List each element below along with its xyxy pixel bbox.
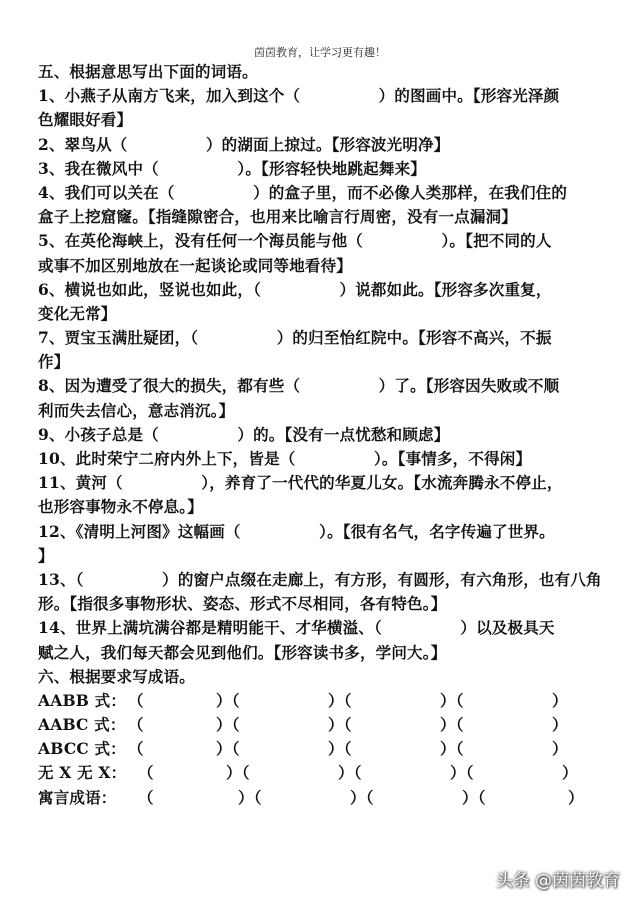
- idiom-blank[interactable]: （: [138, 787, 154, 807]
- idiom-blank[interactable]: ）（: [328, 690, 352, 710]
- idiom-blank[interactable]: ）（: [216, 739, 240, 759]
- idiom-row-label: ABCC 式：: [38, 739, 126, 759]
- question-line: 4、我们可以关在（ ）的盒子里，而不必像人类那样，在我们住的: [38, 182, 568, 202]
- question-line: 利而失去信心，意志消沉。】: [38, 400, 235, 420]
- question-line: 10、此时荣宁二府内外上下，皆是（ ）。【事情多，不得闲】: [38, 449, 532, 468]
- watermark: 头条 @茵茵教育: [495, 871, 620, 891]
- idiom-row-wu-x-wu-x: [38, 761, 608, 785]
- idiom-blank[interactable]: ）（: [338, 763, 362, 783]
- idiom-row-label: AABC 式：: [38, 715, 126, 735]
- idiom-blank[interactable]: ）（: [216, 715, 240, 735]
- question-line: 8、因为遭受了很大的损失，都有些（ ）了。【形容因失败或不顺: [38, 376, 560, 396]
- idiom-blank[interactable]: ）: [552, 739, 568, 759]
- question-line: 3、我在微风中（ ）。【形容轻快地跳起舞来】: [38, 158, 426, 178]
- question-line: 1、小燕子从南方飞来，加入到这个（ ）的图画中。【形容光泽颜: [38, 86, 560, 106]
- question-line: 色耀眼好看】: [38, 110, 133, 130]
- idiom-blank[interactable]: ）: [552, 690, 568, 710]
- idiom-blank[interactable]: ）（: [350, 787, 374, 807]
- idiom-blank[interactable]: ）（: [328, 715, 352, 735]
- idiom-blank[interactable]: （: [128, 690, 144, 710]
- idiom-row-aabc: [38, 713, 608, 737]
- idiom-row-abcc: [38, 737, 608, 761]
- idiom-blank[interactable]: （: [128, 739, 144, 759]
- page-header: 茵茵教育，让学习更有趣！: [254, 46, 386, 59]
- question-line: 6、横说也如此，竖说也如此，（ ）说都如此。【形容多次重复，: [38, 279, 552, 299]
- question-line: 或事不加区别地放在一起谈论或同等地看待】: [38, 255, 353, 275]
- question-line: 11、黄河（ ），养育了一代代的华夏儿女。【水流奔腾永不停止，: [38, 473, 563, 493]
- idiom-row-label: 无 X 无 X：: [38, 763, 127, 783]
- section-6-title: 六、根据要求写成语。: [38, 666, 196, 686]
- question-line: 】: [38, 545, 54, 565]
- idiom-row-label: 寓言成语：: [38, 787, 117, 807]
- idiom-blank[interactable]: ）: [562, 763, 578, 783]
- question-line: 5、在英伦海峡上，没有任何一个海员能与他（ ）。【把不同的人: [38, 231, 552, 251]
- idiom-blank[interactable]: ）（: [440, 739, 464, 759]
- question-line: 2、翠鸟从（ ）的湖面上掠过。【形容波光明净】: [38, 134, 450, 154]
- idiom-blank[interactable]: （: [138, 763, 154, 783]
- idiom-blank[interactable]: ）: [568, 787, 584, 807]
- idiom-blank[interactable]: ）（: [440, 715, 464, 735]
- question-line: 14、世界上满坑满谷都是精明能干、才华横溢、（ ）以及极具天: [38, 618, 555, 638]
- question-line: 也形容事物永不停息。】: [38, 497, 203, 517]
- idiom-row-fable: [38, 786, 608, 810]
- idiom-blank[interactable]: ）（: [450, 763, 474, 783]
- worksheet-content: [38, 60, 608, 810]
- idiom-row-label: AABB 式：: [38, 690, 127, 710]
- idiom-blank[interactable]: （: [128, 715, 144, 735]
- question-line: 12、《清明上河图》这幅画（ ）。【很有名气，名字传遍了世界。: [38, 521, 555, 541]
- idiom-blank[interactable]: ）: [552, 715, 568, 735]
- idiom-blank[interactable]: ）（: [238, 787, 262, 807]
- question-line: 7、贾宝玉满肚疑团，（ ）的归至怡红院中。【形容不高兴，不振: [38, 328, 552, 348]
- idiom-row-aabb: [38, 689, 608, 713]
- question-line: 作】: [38, 352, 70, 372]
- idiom-blank[interactable]: ）（: [462, 787, 486, 807]
- idiom-blank[interactable]: ）（: [226, 763, 250, 783]
- question-line: 盒子上挖窟窿。【指缝隙密合，也用来比喻言行周密，没有一点漏洞】: [38, 207, 517, 227]
- question-line: 变化无常】: [38, 303, 117, 323]
- idiom-blank[interactable]: ）（: [328, 739, 352, 759]
- section-5-title: 五、根据意思写出下面的词语。: [38, 62, 258, 81]
- question-line: 形。【指很多事物形状、姿态、形式不尽相同，各有特色。】: [38, 594, 447, 614]
- question-line: 9、小孩子总是（ ）的。【没有一点忧愁和顾虑】: [38, 424, 450, 444]
- question-line: 13、（ ）的窗户点缀在走廊上，有方形，有圆形，有六角形，也有八角: [38, 569, 602, 589]
- question-lines: [38, 84, 608, 665]
- question-line: 赋之人，我们每天都会见到他们。【形容读书多，学问大。】: [38, 642, 447, 662]
- idiom-blank[interactable]: ）（: [216, 690, 240, 710]
- idiom-blank[interactable]: ）（: [440, 690, 464, 710]
